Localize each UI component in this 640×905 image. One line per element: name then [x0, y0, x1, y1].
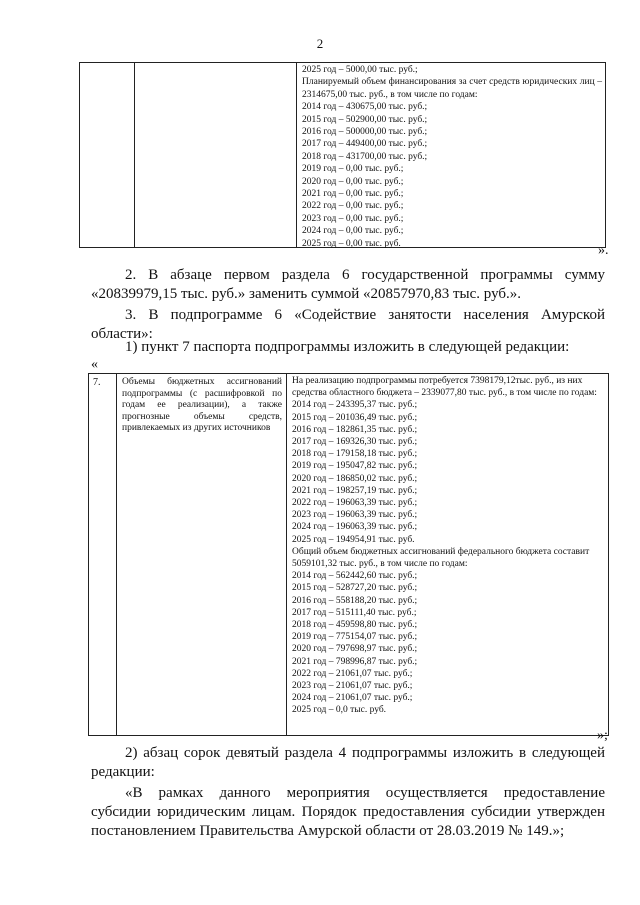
- year-line: 2023 год – 0,00 тыс. руб.;: [302, 213, 404, 224]
- year-line: 2024 год – 196063,39 тыс. руб.;: [292, 522, 418, 533]
- table-divider: [296, 63, 297, 247]
- year-line: 2018 год – 431700,00 тыс. руб.;: [302, 151, 428, 162]
- year-line: 2017 год – 515111,40 тыс. руб.;: [292, 607, 417, 618]
- table-divider: [134, 63, 135, 247]
- financing-cell: [292, 375, 606, 717]
- year-line: 2018 год – 179158,18 тыс. руб.;: [292, 449, 418, 460]
- plan-text: Планируемый объем финансирования за счет средств юридических лиц – 2314675,00 тыс. руб., в том числе по годам:: [302, 77, 602, 100]
- year-line: 2014 год – 430675,00 тыс. руб.;: [302, 102, 428, 113]
- year-line: 2014 год – 243395,37 тыс. руб.;: [292, 400, 418, 411]
- closing-quote: ».: [598, 243, 609, 258]
- paragraph-2: 2. В абзаце первом раздела 6 государственной программы сумму «20839979,15 тыс. руб.» заменить суммой «20857970,83 тыс. руб.».: [91, 267, 605, 302]
- year-line: 2015 год – 528727,20 тыс. руб.;: [292, 583, 418, 594]
- paragraph-3-1: 1) пункт 7 паспорта подпрограммы изложить в следующей редакции:: [125, 339, 570, 355]
- year-line: 2016 год – 500000,00 тыс. руб.;: [302, 127, 428, 138]
- paragraph-3: 3. В подпрограмме 6 «Содействие занятости населения Амурской области»:: [91, 307, 605, 342]
- year-line: 2021 год – 0,00 тыс. руб.;: [302, 189, 404, 200]
- year-line: 2015 год – 201036,49 тыс. руб.;: [292, 412, 418, 423]
- year-line: 2025 год – 0,0 тыс. руб.: [292, 705, 387, 716]
- year-line: 2020 год – 186850,02 тыс. руб.;: [292, 473, 418, 484]
- year-line: 2022 год – 21061,07 тыс. руб.;: [292, 668, 413, 679]
- year-line: 2016 год – 182861,35 тыс. руб.;: [292, 424, 418, 435]
- year-line: 2024 год – 21061,07 тыс. руб.;: [292, 693, 413, 704]
- year-line: 2017 год – 449400,00 тыс. руб.;: [302, 139, 428, 150]
- row-description: Объемы бюджетных ассигнований подпрограммы (с расшифровкой по годам ее реализации), а также прогнозные объемы средств, привлекаемых из других источников: [122, 377, 282, 434]
- year-line: 2019 год – 0,00 тыс. руб.;: [302, 164, 404, 175]
- year-line: 2019 год – 195047,82 тыс. руб.;: [292, 461, 418, 472]
- financing-table-continued: [79, 62, 606, 248]
- year-line: 2024 год – 0,00 тыс. руб.;: [302, 226, 404, 237]
- intro-text: На реализацию подпрограммы потребуется 7398179,12тыс. руб., из них средства областного бюджета – 2339077,80 тыс. руб., в том числе по годам:: [292, 376, 597, 399]
- year-line: 2021 год – 198257,19 тыс. руб.;: [292, 485, 418, 496]
- paragraph-3-2: 2) абзац сорок девятый раздела 4 подпрограммы изложить в следующей редакции:: [91, 745, 605, 780]
- year-line: 2025 год – 0,00 тыс. руб.: [302, 238, 401, 249]
- year-line: 2023 год – 21061,07 тыс. руб.;: [292, 681, 413, 692]
- year-line: 2018 год – 459598,80 тыс. руб.;: [292, 620, 418, 631]
- year-line: 2020 год – 0,00 тыс. руб.;: [302, 176, 404, 187]
- year-line: 2020 год – 797698,97 тыс. руб.;: [292, 644, 418, 655]
- year-line: 2019 год – 775154,07 тыс. руб.;: [292, 632, 418, 643]
- table-divider: [116, 374, 117, 735]
- year-line: 2022 год – 196063,39 тыс. руб.;: [292, 498, 418, 509]
- financing-cell: [302, 64, 602, 250]
- year-line: 2015 год – 502900,00 тыс. руб.;: [302, 114, 428, 125]
- year-line: 2025 год – 194954,91 тыс. руб.: [292, 534, 415, 545]
- federal-text: Общий объем бюджетных ассигнований федерального бюджета составит 5059101,32 тыс. руб., в том числе по годам:: [292, 546, 590, 570]
- year-line: 2014 год – 562442,60 тыс. руб.;: [292, 571, 418, 582]
- closing-quote: »;: [597, 728, 608, 743]
- year-line: 2022 год – 0,00 тыс. руб.;: [302, 201, 404, 212]
- page-number: 2: [316, 36, 324, 51]
- year-line: 2021 год – 798996,87 тыс. руб.;: [292, 656, 418, 667]
- paragraph-3-2-quote: «В рамках данного мероприятия осуществляется предоставление субсидии юридическим лицам. Порядок предоставления субсидии утвержден постановлением Правительства Амурской области от 28.03.2019 № 149.»;: [91, 785, 605, 839]
- table-divider: [286, 374, 287, 735]
- passport-table: [88, 373, 609, 736]
- year-line: 2025 год – 5000,00 тыс. руб.;: [302, 65, 418, 75]
- row-number: 7.: [93, 377, 101, 388]
- year-line: 2017 год – 169326,30 тыс. руб.;: [292, 437, 418, 448]
- year-line: 2023 год – 196063,39 тыс. руб.;: [292, 510, 418, 521]
- year-line: 2016 год – 558188,20 тыс. руб.;: [292, 595, 418, 606]
- opening-quote: «: [91, 357, 98, 372]
